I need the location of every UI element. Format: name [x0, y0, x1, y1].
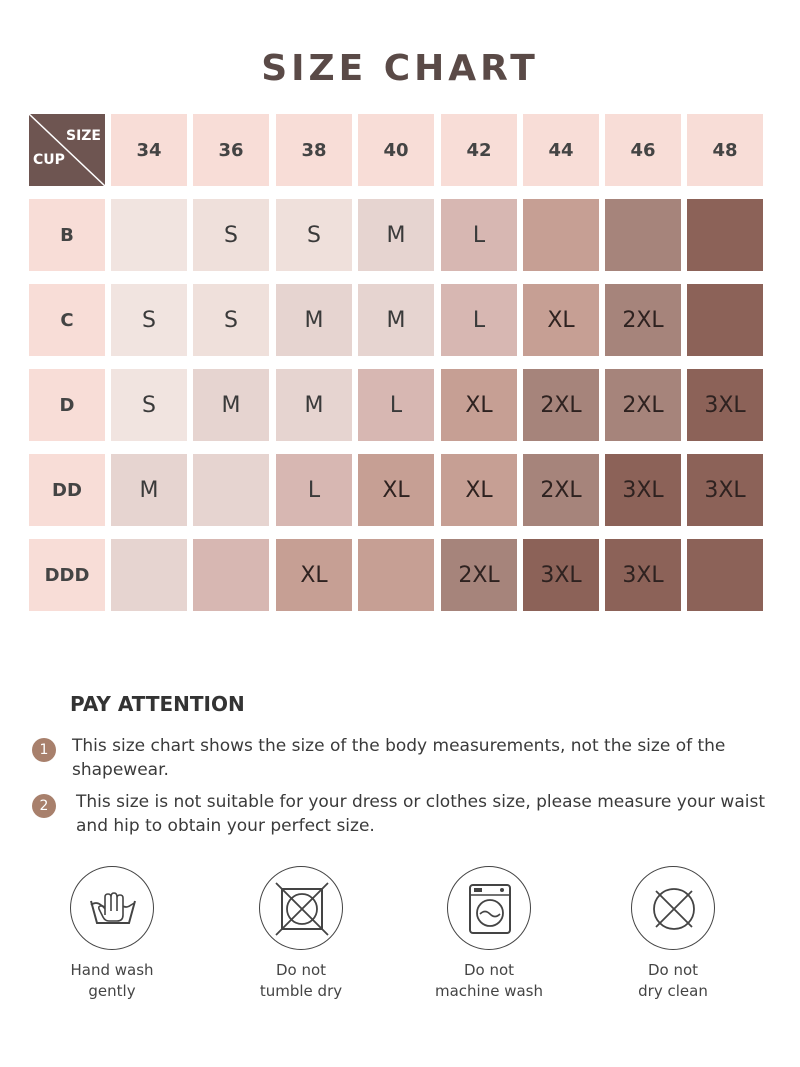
cup-header-ddd: DDD	[29, 539, 105, 611]
no-dry-clean-icon	[631, 866, 715, 950]
care-no-dry-clean	[603, 866, 743, 1002]
size-cell-dd-38: L	[276, 454, 352, 526]
size-cell-c-34: S	[111, 284, 187, 356]
band-size-header-36: 36	[193, 114, 269, 186]
band-size-header-34: 34	[111, 114, 187, 186]
size-cell-c-40: M	[358, 284, 434, 356]
corner-header-cell	[29, 114, 105, 186]
size-cell-dd-42: XL	[441, 454, 517, 526]
size-cell-c-44: XL	[523, 284, 599, 356]
size-cell-dd-34: M	[111, 454, 187, 526]
care-no-tumble-dry	[231, 866, 371, 1002]
band-size-header-44: 44	[523, 114, 599, 186]
size-cell-ddd-46: 3XL	[605, 539, 681, 611]
care-label: Do not machine wash	[434, 961, 543, 1000]
size-cell-dd-36	[193, 454, 269, 526]
size-cell-b-46	[605, 199, 681, 271]
size-cell-d-46: 2XL	[605, 369, 681, 441]
band-size-header-46: 46	[605, 114, 681, 186]
size-cell-dd-40: XL	[358, 454, 434, 526]
size-cell-ddd-48	[687, 539, 763, 611]
size-cell-b-48	[687, 199, 763, 271]
size-cell-d-48: 3XL	[687, 369, 763, 441]
hand-wash-icon	[70, 866, 154, 950]
cup-header-d: D	[29, 369, 105, 441]
care-label: Do not dry clean	[638, 961, 708, 1000]
note-number-badge: 1	[32, 738, 56, 762]
care-label: Hand wash gently	[70, 961, 154, 1000]
note-text: This size is not suitable for your dress or clothes size, please measure your waist and hip to obtain your perfect size.	[76, 792, 765, 836]
size-cell-b-42: L	[441, 199, 517, 271]
care-hand-wash	[42, 866, 182, 1002]
no-machine-wash-icon	[447, 866, 531, 950]
cup-header-c: C	[29, 284, 105, 356]
size-axis-label: SIZE	[65, 128, 101, 144]
care-label: Do not tumble dry	[259, 961, 343, 1000]
band-size-header-38: 38	[276, 114, 352, 186]
size-cell-dd-46: 3XL	[605, 454, 681, 526]
band-size-header-42: 42	[441, 114, 517, 186]
size-cell-d-36: M	[193, 369, 269, 441]
size-cell-ddd-44: 3XL	[523, 539, 599, 611]
size-cell-b-34	[111, 199, 187, 271]
size-cell-d-40: L	[358, 369, 434, 441]
no-tumble-dry-icon	[259, 866, 343, 950]
note-number-badge: 2	[32, 794, 56, 818]
size-cell-dd-48: 3XL	[687, 454, 763, 526]
cup-header-dd: DD	[29, 454, 105, 526]
band-size-header-48: 48	[687, 114, 763, 186]
size-cell-b-38: S	[276, 199, 352, 271]
size-cell-dd-44: 2XL	[523, 454, 599, 526]
band-size-header-40: 40	[358, 114, 434, 186]
size-cell-d-34: S	[111, 369, 187, 441]
size-cell-d-42: XL	[441, 369, 517, 441]
size-cell-d-44: 2XL	[523, 369, 599, 441]
size-cell-c-36: S	[193, 284, 269, 356]
size-cell-d-38: M	[276, 369, 352, 441]
size-cell-ddd-34	[111, 539, 187, 611]
size-cell-c-46: 2XL	[605, 284, 681, 356]
size-cell-b-44	[523, 199, 599, 271]
pay-attention-heading: PAY ATTENTION	[70, 692, 245, 716]
size-cell-c-38: M	[276, 284, 352, 356]
page-title: SIZE CHART	[261, 48, 539, 89]
size-cell-ddd-42: 2XL	[441, 539, 517, 611]
size-cell-b-36: S	[193, 199, 269, 271]
cup-axis-label: CUP	[33, 152, 65, 168]
diagonal-divider	[29, 114, 105, 186]
size-cell-b-40: M	[358, 199, 434, 271]
size-cell-ddd-40	[358, 539, 434, 611]
size-cell-ddd-36	[193, 539, 269, 611]
size-cell-c-42: L	[441, 284, 517, 356]
size-cell-ddd-38: XL	[276, 539, 352, 611]
cup-header-b: B	[29, 199, 105, 271]
size-cell-c-48	[687, 284, 763, 356]
note-text: This size chart shows the size of the body measurements, not the size of the shapewear.	[72, 736, 726, 780]
care-no-machine-wash	[419, 866, 559, 1002]
